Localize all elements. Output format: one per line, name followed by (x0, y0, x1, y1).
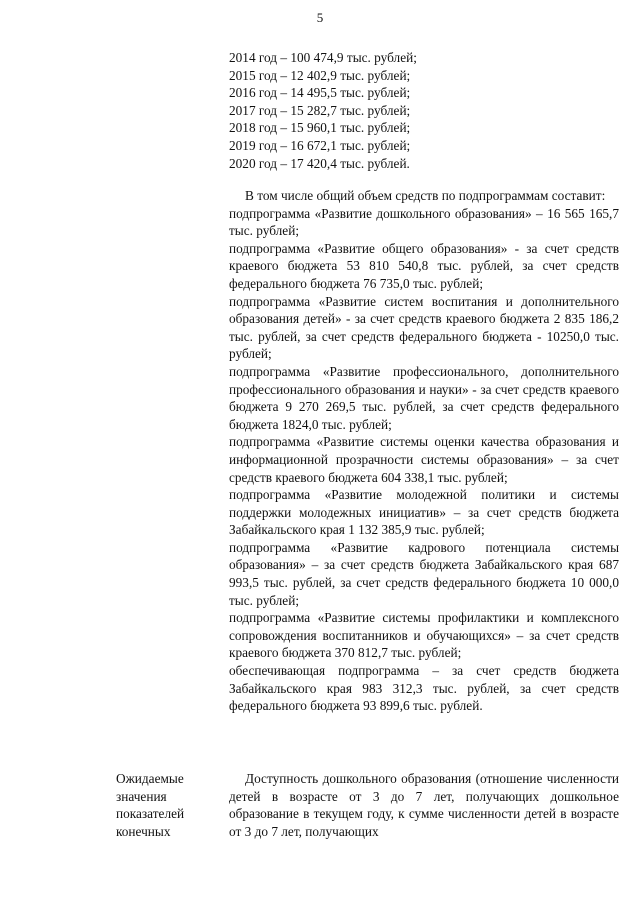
funding-year-line: 2020 год – 17 420,4 тыс. рублей. (229, 155, 410, 171)
subprogram-funding-block (229, 187, 619, 715)
funding-year-line: 2016 год – 14 495,5 тыс. рублей; (229, 85, 411, 101)
section-label-line: показателей (116, 806, 185, 822)
subprogram-item: подпрограмма «Развитие системы профилактики и комплексного сопровождения воспитанников и обучающихся» – за счет средств краевого бюджета 370 812,7 тыс. рублей; (229, 610, 619, 661)
subprogram-item: подпрограмма «Развитие дошкольного образования» – 16 565 165,7 тыс. рублей; (229, 205, 619, 239)
subprogram-item: обеспечивающая подпрограмма – за счет средств бюджета Забайкальского края 983 312,3 тыс. рублей, за счет средств федерального бюджета 93 899,6 тыс. рублей. (229, 663, 619, 714)
subprogram-item: подпрограмма «Развитие кадрового потенциала системы образования» – за счет средств бюджета Забайкальского края 687 993,5 тыс. рублей, за счет средств федерального бюджета 10 000,0 тыс. рублей; (229, 539, 619, 608)
subprogram-item: подпрограмма «Развитие системы оценки качества образования и информационной прозрачности системы образования» – за счет средств краевого бюджета 604 338,1 тыс. рублей; (229, 434, 619, 485)
funding-year-line: 2018 год – 15 960,1 тыс. рублей; (229, 120, 411, 136)
funding-by-year-list (229, 49, 619, 172)
subprogram-item: подпрограмма «Развитие профессионального, дополнительного профессионального образования и науки» - за счет средств краевого бюджета 9 270 269,5 тыс. рублей, за счет средств федерального бюджета 1824,0 тыс. рублей; (229, 363, 619, 432)
subprogram-item: подпрограмма «Развитие систем воспитания и дополнительного образования детей» - за счет средств краевого бюджета 2 835 186,2 тыс. рублей, за счет средств федерального бюджета - 10250,0 тыс. рублей; (229, 293, 619, 362)
subprogram-item: подпрограмма «Развитие общего образования» - за счет средств краевого бюджета 53 810 540,8 тыс. рублей, за счет средств федерального бюджета 76 735,0 тыс. рублей; (229, 240, 619, 291)
section-text: Доступность дошкольного образования (отношение численности детей в возрасте от 3 до 7 лет, получающих дошкольное образование в текущем году, к сумме численности детей в возрасте от 3 до 7 лет, получающих (229, 771, 619, 839)
page-number: 5 (316, 10, 324, 25)
funding-year-line: 2014 год – 100 474,9 тыс. рублей; (229, 50, 417, 65)
section-label-line: значения (116, 788, 167, 804)
funding-year-line: 2015 год – 12 402,9 тыс. рублей; (229, 67, 411, 83)
section-label (116, 770, 212, 840)
section-label-line: Ожидаемые (116, 771, 184, 786)
funding-year-line: 2019 год – 16 672,1 тыс. рублей; (229, 137, 411, 153)
funding-year-line: 2017 год – 15 282,7 тыс. рублей; (229, 102, 411, 118)
section-label-line: конечных (116, 823, 171, 839)
subprogram-item: подпрограмма «Развитие молодежной политики и системы поддержки молодежных инициатив» – за счет средств бюджета Забайкальского края 1 132 385,9 тыс. рублей; (229, 487, 619, 538)
subprogram-intro: В том числе общий объем средств по подпрограммам составит: (245, 188, 606, 203)
